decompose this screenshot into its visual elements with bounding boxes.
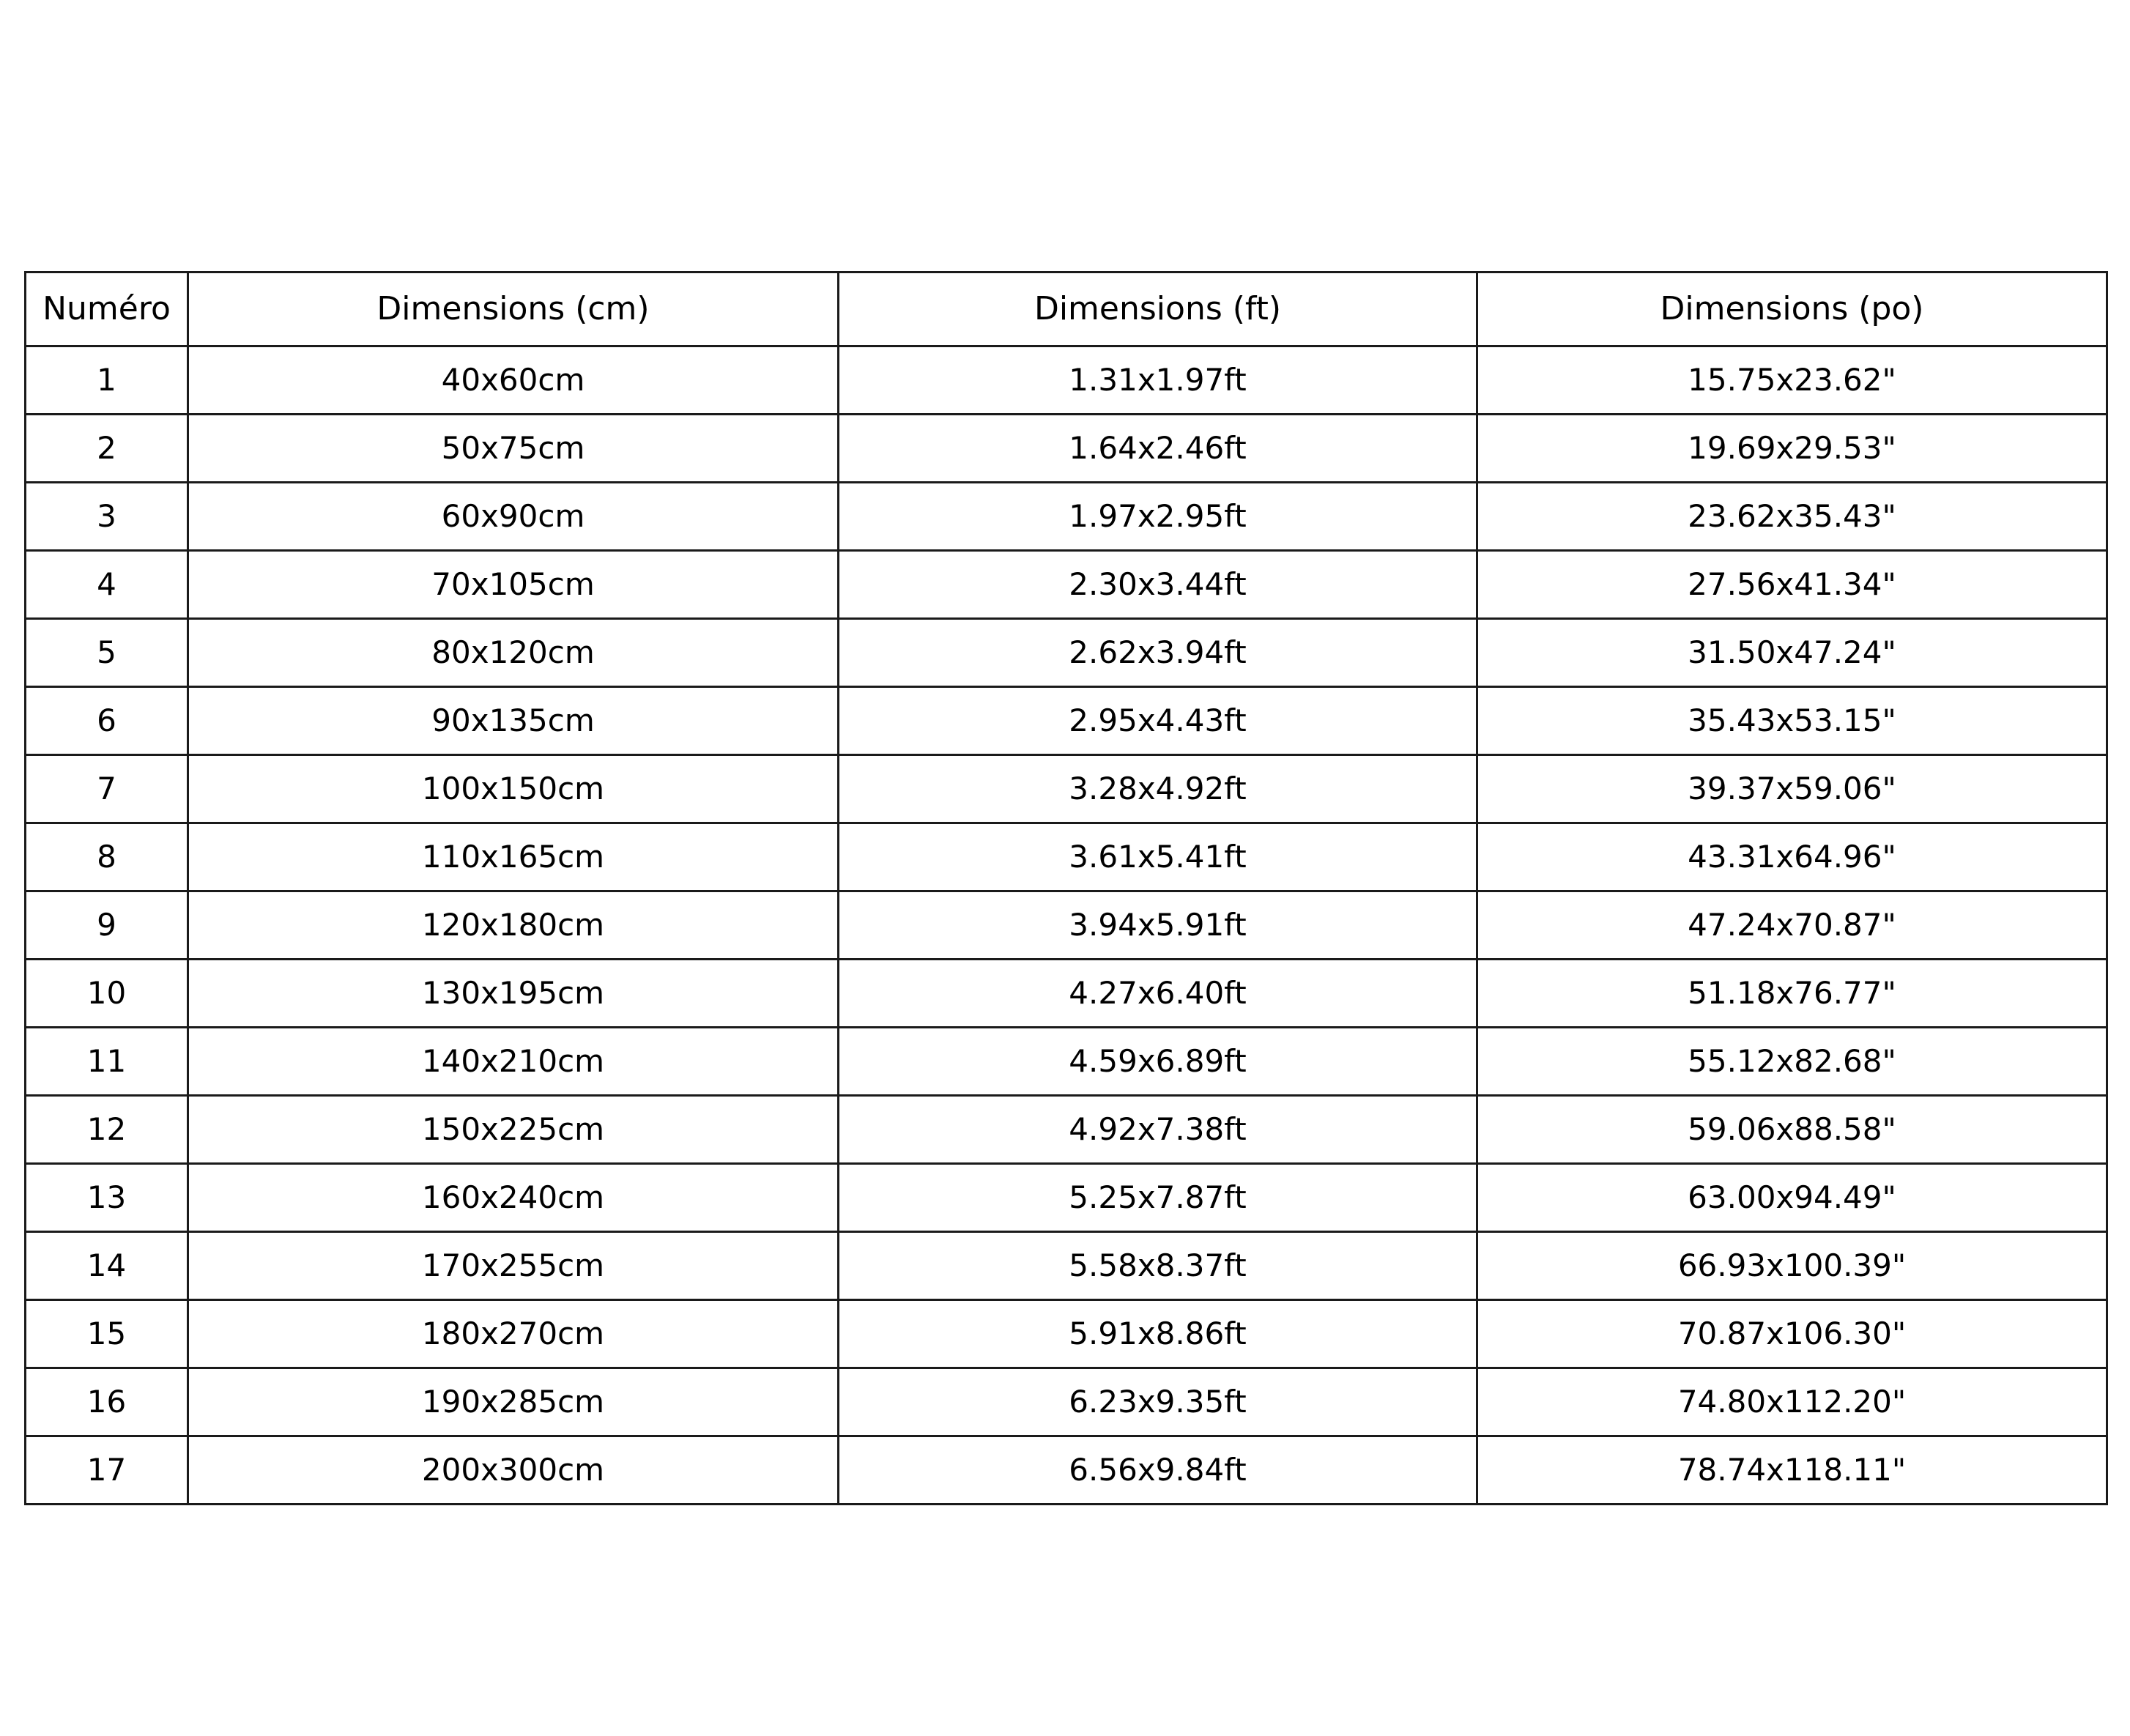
cell-dimensions-ft: 3.28x4.92ft: [839, 755, 1477, 823]
cell-dimensions-cm: 160x240cm: [188, 1164, 839, 1232]
cell-dimensions-cm: 140x210cm: [188, 1028, 839, 1096]
cell-dimensions-ft: 4.92x7.38ft: [839, 1096, 1477, 1164]
cell-dimensions-ft: 6.56x9.84ft: [839, 1436, 1477, 1505]
cell-dimensions-po: 27.56x41.34": [1477, 551, 2107, 619]
cell-numero: 11: [26, 1028, 188, 1096]
cell-dimensions-cm: 90x135cm: [188, 687, 839, 755]
cell-numero: 15: [26, 1300, 188, 1368]
cell-dimensions-ft: 2.95x4.43ft: [839, 687, 1477, 755]
cell-dimensions-ft: 6.23x9.35ft: [839, 1368, 1477, 1436]
cell-dimensions-ft: 3.61x5.41ft: [839, 823, 1477, 891]
table-row: [26, 483, 2107, 551]
cell-dimensions-cm: 70x105cm: [188, 551, 839, 619]
cell-dimensions-cm: 110x165cm: [188, 823, 839, 891]
cell-dimensions-ft: 1.97x2.95ft: [839, 483, 1477, 551]
cell-dimensions-cm: 50x75cm: [188, 415, 839, 483]
table-row: [26, 619, 2107, 687]
cell-numero: 7: [26, 755, 188, 823]
cell-dimensions-po: 59.06x88.58": [1477, 1096, 2107, 1164]
cell-dimensions-po: 74.80x112.20": [1477, 1368, 2107, 1436]
size-conversion-table: [24, 271, 2108, 1505]
size-table-container: [24, 271, 2106, 1505]
cell-numero: 13: [26, 1164, 188, 1232]
cell-numero: 2: [26, 415, 188, 483]
cell-dimensions-ft: 5.58x8.37ft: [839, 1232, 1477, 1300]
table-row: [26, 1436, 2107, 1505]
table-row: [26, 1096, 2107, 1164]
cell-numero: 16: [26, 1368, 188, 1436]
column-header-dimensions-po: Dimensions (po): [1477, 272, 2107, 346]
cell-dimensions-cm: 40x60cm: [188, 346, 839, 415]
cell-dimensions-ft: 2.62x3.94ft: [839, 619, 1477, 687]
cell-dimensions-cm: 170x255cm: [188, 1232, 839, 1300]
cell-dimensions-cm: 200x300cm: [188, 1436, 839, 1505]
cell-dimensions-po: 31.50x47.24": [1477, 619, 2107, 687]
cell-dimensions-po: 55.12x82.68": [1477, 1028, 2107, 1096]
cell-numero: 3: [26, 483, 188, 551]
table-row: [26, 891, 2107, 960]
cell-dimensions-cm: 150x225cm: [188, 1096, 839, 1164]
cell-dimensions-po: 43.31x64.96": [1477, 823, 2107, 891]
cell-numero: 4: [26, 551, 188, 619]
table-row: [26, 346, 2107, 415]
table-row: [26, 415, 2107, 483]
cell-dimensions-cm: 190x285cm: [188, 1368, 839, 1436]
cell-dimensions-po: 19.69x29.53": [1477, 415, 2107, 483]
table-row: [26, 551, 2107, 619]
cell-numero: 8: [26, 823, 188, 891]
cell-numero: 5: [26, 619, 188, 687]
cell-dimensions-po: 78.74x118.11": [1477, 1436, 2107, 1505]
table-row: [26, 1164, 2107, 1232]
table-header: [26, 272, 2107, 346]
table-row: [26, 1028, 2107, 1096]
cell-dimensions-ft: 1.31x1.97ft: [839, 346, 1477, 415]
cell-numero: 12: [26, 1096, 188, 1164]
cell-dimensions-po: 39.37x59.06": [1477, 755, 2107, 823]
table-row: [26, 1300, 2107, 1368]
table-row: [26, 755, 2107, 823]
cell-numero: 6: [26, 687, 188, 755]
cell-numero: 17: [26, 1436, 188, 1505]
cell-dimensions-ft: 5.25x7.87ft: [839, 1164, 1477, 1232]
cell-dimensions-ft: 4.59x6.89ft: [839, 1028, 1477, 1096]
cell-dimensions-cm: 120x180cm: [188, 891, 839, 960]
table-row: [26, 960, 2107, 1028]
cell-dimensions-cm: 180x270cm: [188, 1300, 839, 1368]
cell-numero: 9: [26, 891, 188, 960]
table-body: [26, 346, 2107, 1505]
cell-dimensions-po: 70.87x106.30": [1477, 1300, 2107, 1368]
cell-dimensions-ft: 3.94x5.91ft: [839, 891, 1477, 960]
cell-numero: 10: [26, 960, 188, 1028]
cell-dimensions-cm: 80x120cm: [188, 619, 839, 687]
table-row: [26, 1232, 2107, 1300]
cell-dimensions-po: 63.00x94.49": [1477, 1164, 2107, 1232]
cell-dimensions-po: 47.24x70.87": [1477, 891, 2107, 960]
column-header-dimensions-ft: Dimensions (ft): [839, 272, 1477, 346]
cell-dimensions-ft: 2.30x3.44ft: [839, 551, 1477, 619]
table-row: [26, 687, 2107, 755]
cell-dimensions-cm: 130x195cm: [188, 960, 839, 1028]
cell-numero: 14: [26, 1232, 188, 1300]
table-header-row: [26, 272, 2107, 346]
table-row: [26, 1368, 2107, 1436]
cell-dimensions-ft: 4.27x6.40ft: [839, 960, 1477, 1028]
cell-dimensions-po: 35.43x53.15": [1477, 687, 2107, 755]
cell-dimensions-cm: 100x150cm: [188, 755, 839, 823]
cell-dimensions-ft: 1.64x2.46ft: [839, 415, 1477, 483]
cell-numero: 1: [26, 346, 188, 415]
cell-dimensions-po: 66.93x100.39": [1477, 1232, 2107, 1300]
cell-dimensions-ft: 5.91x8.86ft: [839, 1300, 1477, 1368]
cell-dimensions-cm: 60x90cm: [188, 483, 839, 551]
table-row: [26, 823, 2107, 891]
cell-dimensions-po: 51.18x76.77": [1477, 960, 2107, 1028]
cell-dimensions-po: 15.75x23.62": [1477, 346, 2107, 415]
cell-dimensions-po: 23.62x35.43": [1477, 483, 2107, 551]
column-header-numero: Numéro: [26, 272, 188, 346]
column-header-dimensions-cm: Dimensions (cm): [188, 272, 839, 346]
